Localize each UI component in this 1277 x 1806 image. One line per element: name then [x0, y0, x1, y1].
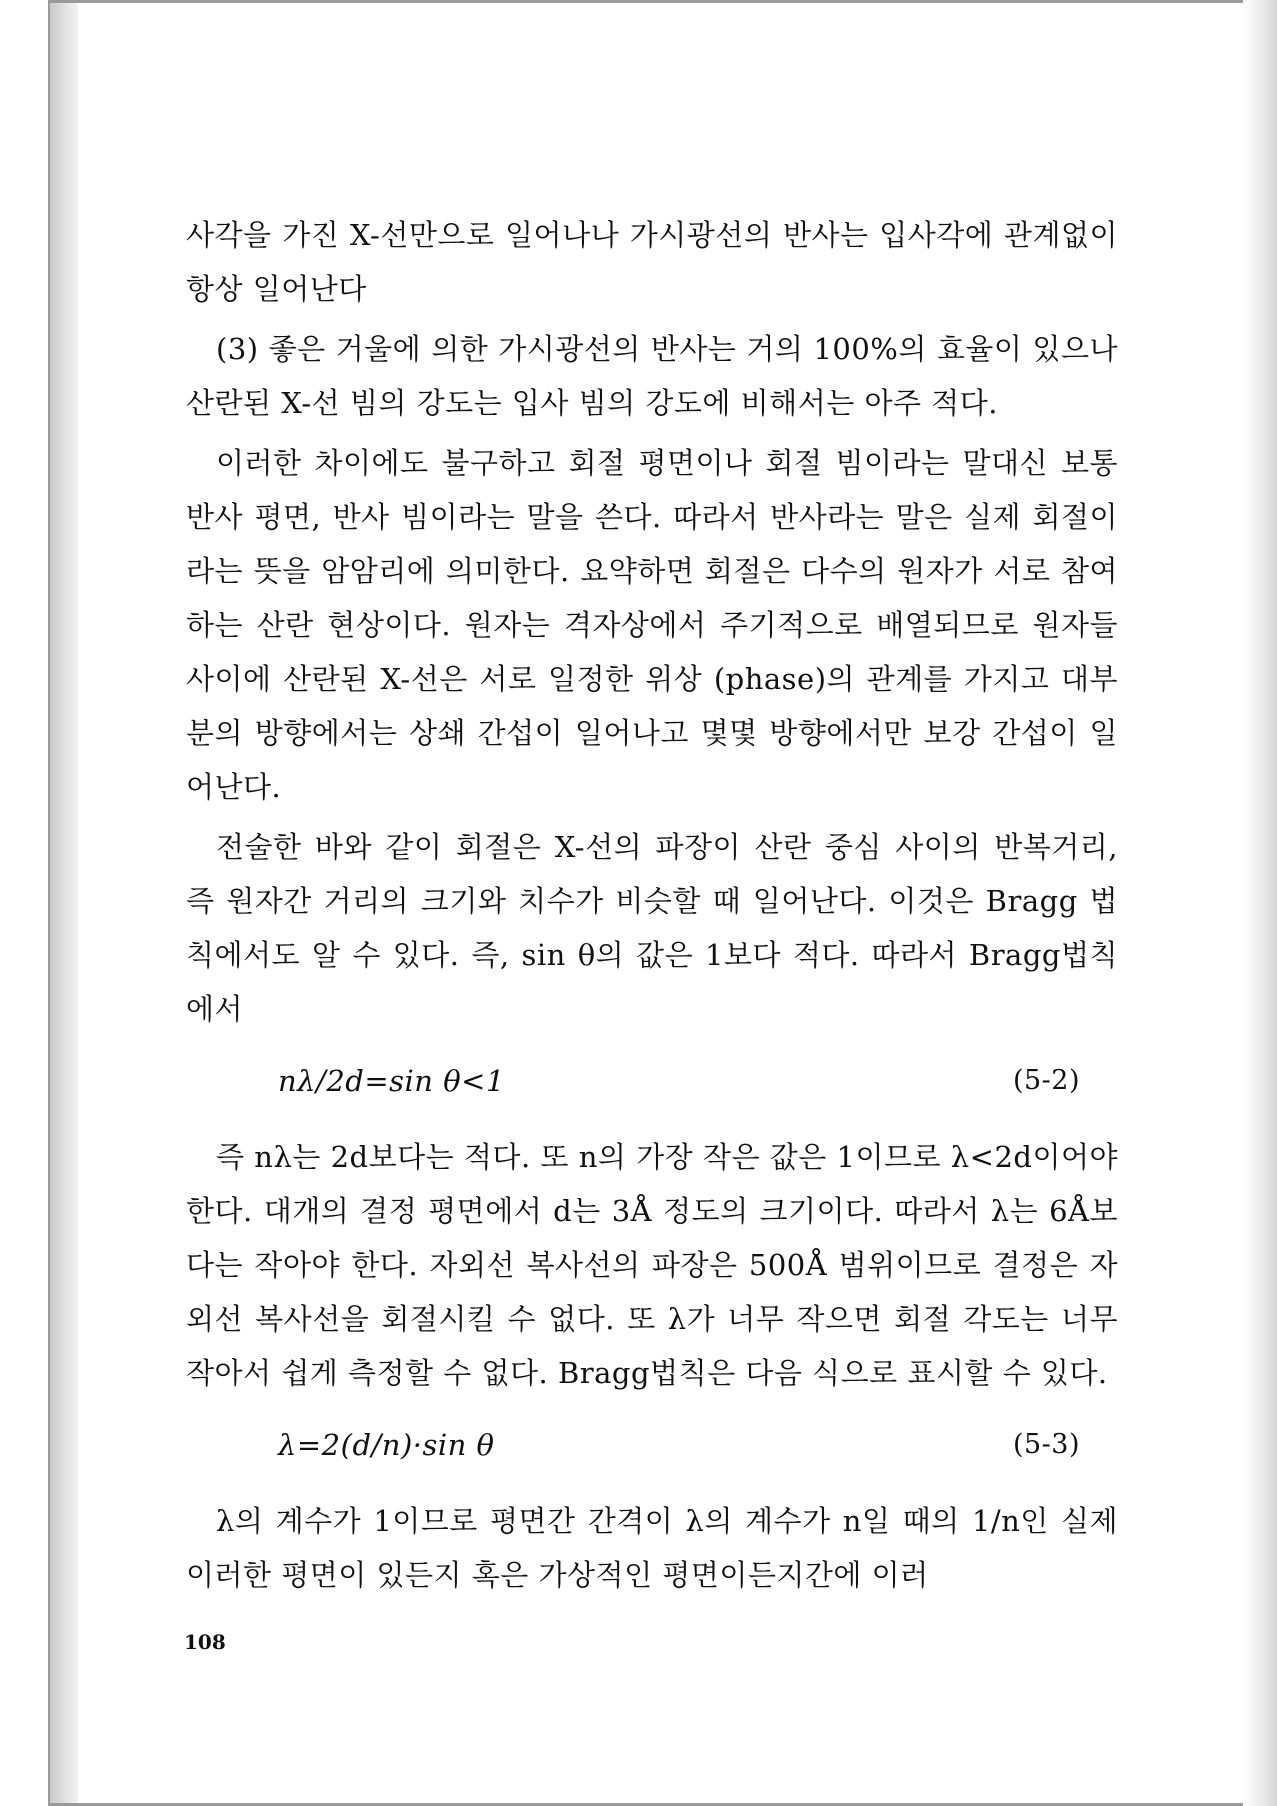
paragraph-continued: 사각을 가진 X-선만으로 일어나나 가시광선의 반사는 입사각에 관계없이 항상 일어난다 — [186, 218, 1118, 306]
equation-5-3 — [186, 1418, 1118, 1472]
equation-number: (5-2) — [1012, 1065, 1080, 1096]
equation-5-2 — [186, 1054, 1118, 1108]
paragraph-reflection-terms: 이러한 차이에도 불구하고 회절 평면이나 회절 빔이라는 말대신 보통 반사 평면, 반사 빔이라는 말을 쓴다. 따라서 반사라는 말은 실제 회절이라는 뜻을 암암리에 의미한다. 요약하면 회절은 다수의 원자가 서로 참여하는 산란 현상이다. 원자는 격자상에서 주기적으로 배열되므로 원자들 사이에 산란된 X-선은 서로 일정한 위상 (phase)의 관계를 가지고 대부분의 방향에서는 상쇄 간섭이 일어나고 몇몇 방향에서만 보강 간섭이 일어난다. — [186, 446, 1118, 804]
paragraph-plane-spacing: λ의 계수가 1이므로 평면간 간격이 λ의 계수가 n일 때의 1/n인 실제 이러한 평면이 있든지 혹은 가상적인 평면이든지간에 이러 — [186, 1504, 1118, 1592]
page-number: 108 — [184, 1630, 226, 1654]
body-text — [186, 208, 1118, 1608]
page-shadow-right — [1243, 0, 1277, 1806]
equation-body: λ=2(d/n)·sin θ — [278, 1428, 495, 1462]
book-spine — [48, 0, 80, 1806]
equation-body: nλ/2d=sin θ<1 — [278, 1064, 505, 1098]
paragraph-bragg-intro: 전술한 바와 같이 회절은 X-선의 파장이 산란 중심 사이의 반복거리, 즉 원자간 거리의 크기와 치수가 비슷할 때 일어난다. 이것은 Bragg 법칙에서도 알 수 있다. 즉, sin θ의 값은 1보다 적다. 따라서 Bragg법칙에서 — [186, 830, 1118, 1026]
paragraph-wavelength-limits: 즉 nλ는 2d보다는 적다. 또 n의 가장 작은 값은 1이므로 λ<2d이어야 한다. 대개의 결정 평면에서 d는 3Å 정도의 크기이다. 따라서 λ는 6Å보다는 작아야 한다. 자외선 복사선의 파장은 500Å 범위이므로 결정은 자외선 복사선을 회절시킬 수 없다. 또 λ가 너무 작으면 회절 각도는 너무 작아서 쉽게 측정할 수 없다. Bragg법칙은 다음 식으로 표시할 수 있다. — [186, 1140, 1118, 1390]
paragraph-point-3: (3) 좋은 거울에 의한 가시광선의 반사는 거의 100%의 효율이 있으나 산란된 X-선 빔의 강도는 입사 빔의 강도에 비해서는 아주 적다. — [186, 332, 1118, 420]
equation-number: (5-3) — [1012, 1429, 1080, 1460]
